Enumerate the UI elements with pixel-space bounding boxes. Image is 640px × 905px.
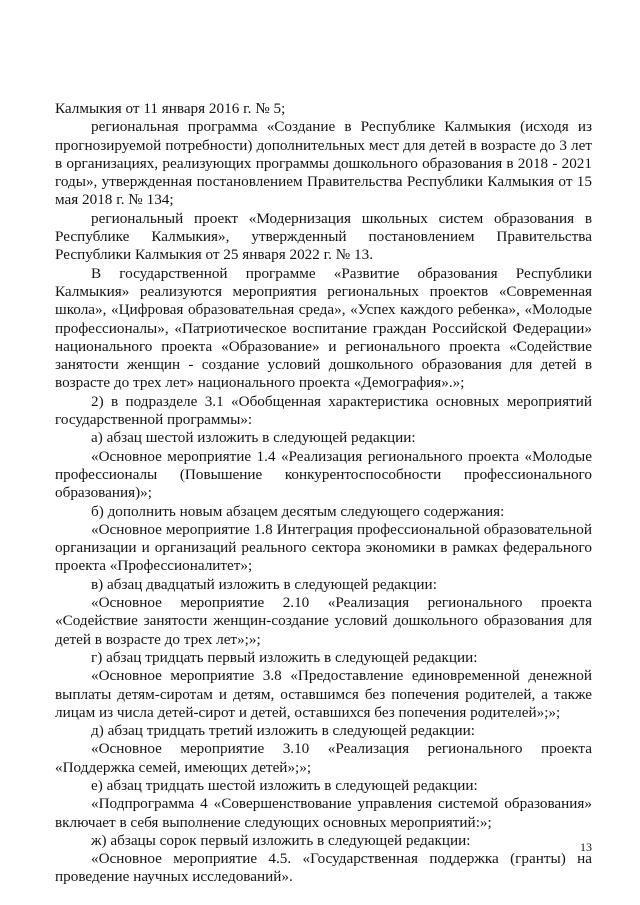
paragraph: «Подпрограмма 4 «Совершенствование управления системой образования» включает в себя выполнение следующих основных мероприятий:»; [55,795,592,831]
paragraph: Калмыкия от 11 января 2016 г. № 5; [55,100,286,117]
paragraph: региональная программа «Создание в Республике Калмыкия (исходя из прогнозируемой потребности) дополнительных мест для детей в возрасте до 3 лет в организациях, реализующих программы дошкольного образования в 2018 - 2021 годы», утвержденная постановлением Правительства Республики Калмыкия от 15 мая 2018 г. № 134; [55,118,592,209]
paragraph: «Основное мероприятие 4.5. «Государственная поддержка (гранты) на проведение научных исследований». [55,850,592,886]
paragraph: региональный проект «Модернизация школьных систем образования в Республике Калмыкия», утвержденный постановлением Правительства Республики Калмыкия от 25 января 2022 г. № 13. [55,209,592,264]
paragraph: «Основное мероприятие 1.4 «Реализация регионального проекта «Молодые профессионалы (Повышение конкурентоспособности профессионального образования)»; [55,447,592,502]
paragraph: а) абзац шестой изложить в следующей редакции: [91,429,416,447]
paragraph: в) абзац двадцатый изложить в следующей редакции: [91,575,437,593]
paragraph: В государственной программе «Развитие образования Республики Калмыкия» реализуются мероприятия региональных проектов «Современная школа», «Цифровая образовательная среда», «Успех каждого ребенка», «Молодые профессионалы», «Патриотическое воспитание граждан Российской Федерации» национального проекта «Образование» и регионального проекта «Содействие занятости женщин - создание условий дошкольного образования для детей в возрасте до трех лет» национального проекта «Демография».»; [55,264,592,392]
paragraph: 2) в подразделе 3.1 «Обобщенная характеристика основных мероприятий государственной программы»: [55,392,592,429]
paragraph: д) абзац тридцать третий изложить в следующей редакции: [91,722,476,740]
document-body [55,100,592,887]
page-number: 13 [580,840,592,854]
paragraph: е) абзац тридцать шестой изложить в следующей редакции: [91,776,478,794]
paragraph: ж) абзацы сорок первый изложить в следующей редакции: [91,831,471,849]
paragraph: «Основное мероприятие 3.8 «Предоставление единовременной денежной выплаты детям-сиротам и детям, оставшимся без попечения родителей, а также лицам из числа детей-сирот и детей, оставшихся без попечения родителей»;»; [55,667,592,721]
paragraph: «Основное мероприятие 3.10 «Реализация регионального проекта «Поддержка семей, имеющих детей»;»; [55,740,592,776]
paragraph: «Основное мероприятие 1.8 Интеграция профессиональной образовательной организации и организаций реального сектора экономики в рамках федерального проекта «Профессионалитет»; [55,520,592,575]
paragraph: «Основное мероприятие 2.10 «Реализация регионального проекта «Содействие занятости женщин-создание условий дошкольного образования для детей в возрасте до трех лет»;»; [55,594,592,648]
paragraph: г) абзац тридцать первый изложить в следующей редакции: [91,648,478,666]
paragraph: б) дополнить новым абзацем десятым следующего содержания: [91,502,505,520]
